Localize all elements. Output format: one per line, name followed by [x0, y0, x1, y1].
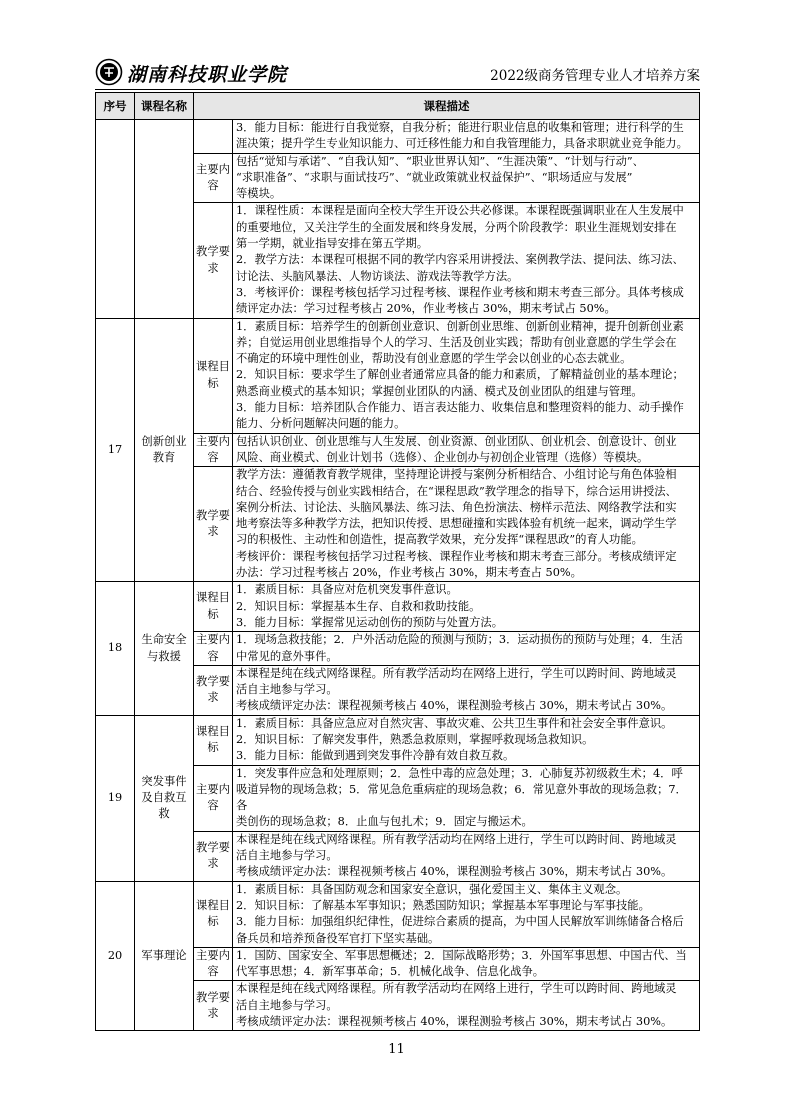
description-line: 活自主地参与学习。 [236, 849, 338, 863]
course-description [233, 120, 700, 154]
description-line: 能力、分析问题解决问题的能力。 [236, 417, 406, 431]
row-label: 主要内容 [194, 947, 233, 981]
column-header-number: 序号 [96, 93, 135, 120]
row-label [194, 120, 233, 154]
table-row [96, 120, 700, 154]
row-label: 课程目标 [194, 318, 233, 433]
row-label: 教学要求 [194, 467, 233, 582]
description-line: 1．素质目标：具备应对危机突发事件意识。 [236, 583, 458, 597]
description-line: 3．考核评价：课程考核包括学习过程考核、课程作业考核和期末考查三部分。具体考核成 [236, 285, 684, 299]
course-description [233, 318, 700, 433]
page-number: 11 [388, 1042, 405, 1057]
course-table [95, 92, 700, 1031]
course-name: 突发事件及自救互救 [135, 715, 194, 881]
row-label: 教学要求 [194, 831, 233, 881]
course-description [233, 467, 700, 582]
course-description [233, 831, 700, 881]
school-name: 湖南科技职业学院 [127, 64, 288, 86]
row-label: 教学要求 [194, 981, 233, 1031]
course-name-cell [135, 120, 194, 319]
description-line: 考核成绩评定办法：课程视频考核占 40%，课程测验考核占 30%，期末考试占 30%。 [236, 865, 673, 879]
table-row [96, 715, 700, 765]
description-line: 中常见的意外事件。 [236, 649, 338, 663]
row-label: 主要内容 [194, 153, 233, 203]
row-label: 主要内容 [194, 433, 233, 467]
description-line: 备兵员和培养预备役军官打下坚实基础。 [236, 931, 440, 945]
course-description [233, 947, 700, 981]
description-line: 本课程是纯在线式网络课程。所有教学活动均在网络上进行，学生可以跨时间、跨地域灵 [236, 666, 677, 680]
description-line: 2．知识目标：掌握基本生存、自救和救助技能。 [236, 599, 481, 613]
description-line: 包括认识创业、创业思维与人生发展、创业资源、创业团队、创业机会、创意设计、创业 [236, 434, 677, 448]
description-line: 案例分析法、讨论法、头脑风暴法、练习法、角色扮演法、榜样示范法、网络教学法和实 [236, 500, 677, 514]
table-row [96, 582, 700, 632]
course-description [233, 665, 700, 715]
course-name: 军事理论 [135, 881, 194, 1031]
course-name: 生命安全与救援 [135, 582, 194, 715]
description-line: 习的积极性、主动性和创造性，提高教学效果，充分发挥“课程思政”的育人功能。 [236, 533, 643, 547]
description-line: 等模块。 [236, 187, 282, 201]
description-line: 结合、经验传授与创业实践相结合，在“课程思政”教学理念的指导下，综合运用讲授法、 [236, 484, 677, 498]
description-line: 办法：学习过程考核占 20%，作业考核占 30%，期末考查占 50%。 [236, 566, 582, 580]
description-line: 2．知识目标：要求学生了解创业者通常应具备的能力和素质，了解精益创业的基本理论； [236, 368, 684, 382]
course-description [233, 981, 700, 1031]
row-label: 教学要求 [194, 203, 233, 318]
description-line: 2．教学方法：本课程可根据不同的教学内容采用讲授法、案例教学法、提问法、练习法、 [236, 253, 684, 267]
description-line: 绩评定办法：学习过程考核占 20%，作业考核占 30%，期末考试占 50%。 [236, 302, 616, 316]
description-line: 类创伤的现场急救；8．止血与包扎术；9．固定与搬运术。 [236, 815, 533, 829]
table-header-row [96, 93, 700, 120]
description-line: 1．课程性质：本课程是面向全校大学生开设公共必修课。本课程既强调职业在人生发展中 [236, 204, 684, 218]
description-line: 第一学期，就业指导安排在第五学期。 [236, 237, 429, 251]
course-number: 19 [96, 715, 135, 881]
description-line: 1．素质目标：具备应急应对自然灾害、事故灾难、公共卫生事件和社会安全事件意识。 [236, 716, 673, 730]
row-label: 课程目标 [194, 715, 233, 765]
description-line: 活自主地参与学习。 [236, 998, 338, 1012]
page-header [95, 58, 700, 88]
description-line: 考核成绩评定办法：课程视频考核占 40%，课程测验考核占 30%，期末考试占 30%。 [236, 1015, 673, 1029]
description-line: 1．现场急救技能；2．户外活动危险的预测与预防；3．运动损伤的预防与处理；4．生活 [236, 633, 683, 647]
column-header-description: 课程描述 [194, 93, 700, 120]
course-number-cell [96, 120, 135, 319]
table-body [96, 120, 700, 1031]
description-line: 教学方法：遵循教育教学规律，坚持理论讲授与案例分析相结合、小组讨论与角色体验相 [236, 468, 677, 482]
course-description [233, 632, 700, 666]
description-line: 本课程是纯在线式网络课程。所有教学活动均在网络上进行，学生可以跨时间、跨地域灵 [236, 832, 677, 846]
row-label: 课程目标 [194, 582, 233, 632]
description-line: 本课程是纯在线式网络课程。所有教学活动均在网络上进行，学生可以跨时间、跨地域灵 [236, 982, 677, 996]
document-title: 2022级商务管理专业人才培养方案 [490, 68, 700, 84]
description-line: 3．能力目标：能进行自我觉察，自我分析；能进行职业信息的收集和管理；进行科学的生 [236, 121, 684, 134]
row-label: 主要内容 [194, 632, 233, 666]
description-line: 的重要地位，又关注学生的全面发展和终身发展，分两个阶段教学：职业生涯规划安排在 [236, 220, 677, 234]
description-line: 风险、商业模式、创业计划书（选修）、企业创办与初创企业管理（选修）等模块。 [236, 450, 649, 464]
course-description [233, 582, 700, 632]
description-line: 养；自觉运用创业思维指导个人的学习、生活及创业实践；帮助有创业意愿的学生学会在 [236, 335, 677, 349]
description-line: 熟悉商业模式的基本知识；掌握创业团队的内涵、模式及创业团队的组建与管理。 [236, 384, 643, 398]
description-line: 2．知识目标：了解基本军事知识；熟悉国防知识；掌握基本军事理论与军事技能。 [236, 898, 650, 912]
description-line: 3．能力目标：加强组织纪律性，促进综合素质的提高，为中国人民解放军训练储备合格后 [236, 915, 684, 929]
description-line: 活自主地参与学习。 [236, 683, 338, 697]
course-number: 20 [96, 881, 135, 1031]
row-label: 主要内容 [194, 765, 233, 831]
description-line: 3．能力目标：能做到遇到突发事件冷静有效自救互救。 [236, 749, 515, 763]
description-line: 考核成绩评定办法：课程视频考核占 40%，课程测验考核占 30%，期末考试占 30%。 [236, 699, 673, 713]
description-line: 3．能力目标：培养团队合作能力、语言表达能力、收集信息和整理资料的能力、动手操作 [236, 401, 684, 415]
description-line: 1．素质目标：具备国防观念和国家安全意识，强化爱国主义、集体主义观念。 [236, 882, 628, 896]
row-label: 教学要求 [194, 665, 233, 715]
course-description [233, 715, 700, 765]
description-line: 涯决策；提升学生专业知识能力、可迁移性能力和自我管理能力，具备求职就业竞争能力。 [236, 137, 688, 151]
table-row [96, 881, 700, 947]
column-header-course-name: 课程名称 [135, 93, 194, 120]
description-line: 不确定的环境中理性创业，帮助没有创业意愿的学生学会以创业的心态去就业。 [236, 352, 632, 366]
course-description [233, 203, 700, 318]
course-description [233, 765, 700, 831]
description-line: 包括“觉知与承诺”、“自我认知”、“职业世界认知”、“生涯决策”、“计划与行动”、 [236, 154, 644, 168]
description-line: 考核评价：课程考核包括学习过程考核、课程作业考核和期末考查三部分。考核成绩评定 [236, 549, 677, 563]
description-line: 地考察法等多种教学方法，把知识传授、思想碰撞和实践体验有机统一起来，调动学生学 [236, 517, 677, 531]
course-description [233, 153, 700, 203]
course-description [233, 433, 700, 467]
description-line: 3．能力目标：掌握常见运动创伤的预防与处置方法。 [236, 615, 504, 629]
description-line: 1．素质目标：培养学生的创新创业意识、创新创业思维、创新创业精神，提升创新创业素 [236, 319, 684, 333]
description-line: 吸道异物的现场急救；5．常见急危重病症的现场急救；6．常见意外事故的现场急救；7．各 [236, 782, 687, 813]
description-line: “求职准备”、“求职与面试技巧”、“就业政策就业权益保护”、“职场适应与发展” [236, 170, 633, 184]
description-line: 1．国防、国家安全、军事思想概述；2．国际战略形势；3．外国军事思想、中国古代、当 [236, 948, 687, 962]
course-number: 18 [96, 582, 135, 715]
course-description [233, 881, 700, 947]
description-line: 讨论法、头脑风暴法、人物访谈法、游戏法等教学方法。 [236, 269, 519, 283]
description-line: 2．知识目标：了解突发事件，熟悉急救原则，掌握呼救现场急救知识。 [236, 732, 594, 746]
header-divider [95, 89, 700, 90]
school-logo [95, 58, 123, 86]
table-row [96, 318, 700, 433]
description-line: 代军事思想；4．新军事革命；5．机械化战争、信息化战争。 [236, 965, 545, 979]
description-line: 1．突发事件应急和处理原则；2．急性中毒的应急处理；3．心肺复苏初级救生术；4．呼 [236, 766, 683, 780]
course-name: 创新创业教育 [135, 318, 194, 582]
course-number: 17 [96, 318, 135, 582]
row-label: 课程目标 [194, 881, 233, 947]
